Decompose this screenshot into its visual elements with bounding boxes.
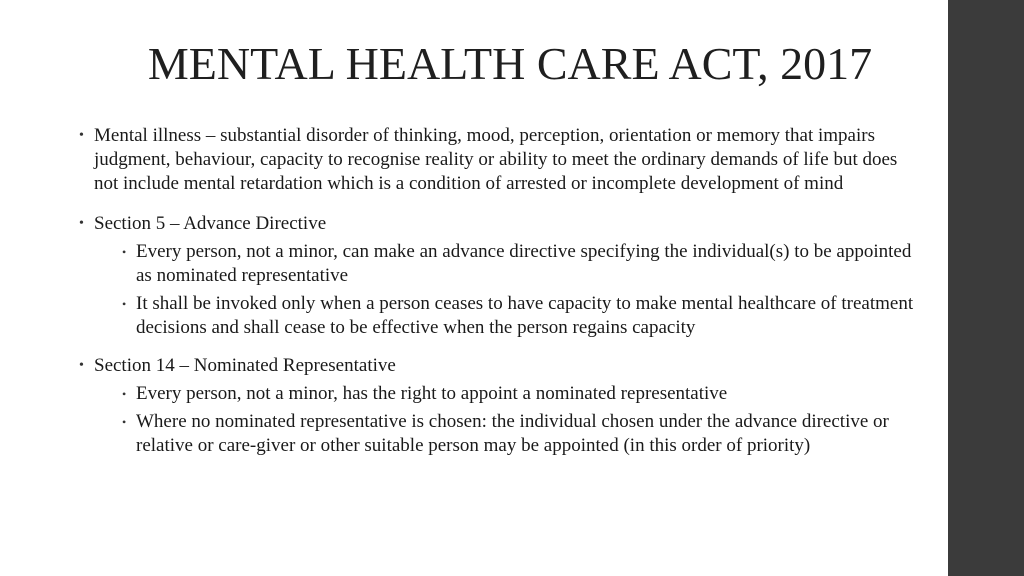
bullet-item bbox=[74, 354, 924, 458]
sub-bullet-icon: • bbox=[122, 297, 127, 311]
bullet-text: Section 5 – Advance Directive bbox=[94, 213, 327, 234]
sub-bullet-icon: • bbox=[122, 245, 127, 259]
bullet-icon: • bbox=[79, 358, 84, 373]
bullet-text: Section 14 – Nominated Representative bbox=[94, 355, 396, 376]
sub-bullet-text: Where no nominated representative is chosen: the individual chosen under the advance directive or relative or care-giver or other suitable person may be appointed (in this order of priority) bbox=[136, 411, 889, 456]
bullet-item bbox=[74, 212, 924, 340]
sub-bullet-text: Every person, not a minor, can make an advance directive specifying the individual(s) to be appointed as nominated representative bbox=[136, 241, 912, 286]
sub-bullet-item bbox=[94, 410, 924, 458]
sub-bullet-icon: • bbox=[122, 387, 127, 401]
sub-bullet-item bbox=[94, 240, 924, 288]
sub-bullet-item bbox=[94, 292, 924, 340]
bullet-list bbox=[74, 124, 924, 472]
bullet-text: Mental illness – substantial disorder of thinking, mood, perception, orientation or memory that impairs judgment, behaviour, capacity to recognise reality or ability to meet the ordinary demands of life but does not include mental retardation which is a condition of arrested or incomplete development of mind bbox=[94, 125, 898, 194]
bullet-icon: • bbox=[79, 216, 84, 231]
side-accent-bar bbox=[948, 0, 1024, 576]
sub-bullet-icon: • bbox=[122, 415, 127, 429]
bullet-item bbox=[74, 124, 924, 196]
slide-title: MENTAL HEALTH CARE ACT, 2017 bbox=[147, 38, 873, 89]
sub-bullet-text: Every person, not a minor, has the right to appoint a nominated representative bbox=[136, 383, 728, 404]
sub-bullet-list bbox=[94, 240, 924, 340]
sub-bullet-item bbox=[94, 382, 924, 406]
sub-bullet-text: It shall be invoked only when a person ceases to have capacity to make mental healthcare of treatment decisions and shall cease to be effective when the person regains capacity bbox=[136, 293, 914, 338]
sub-bullet-list bbox=[94, 382, 924, 458]
bullet-icon: • bbox=[79, 128, 84, 143]
